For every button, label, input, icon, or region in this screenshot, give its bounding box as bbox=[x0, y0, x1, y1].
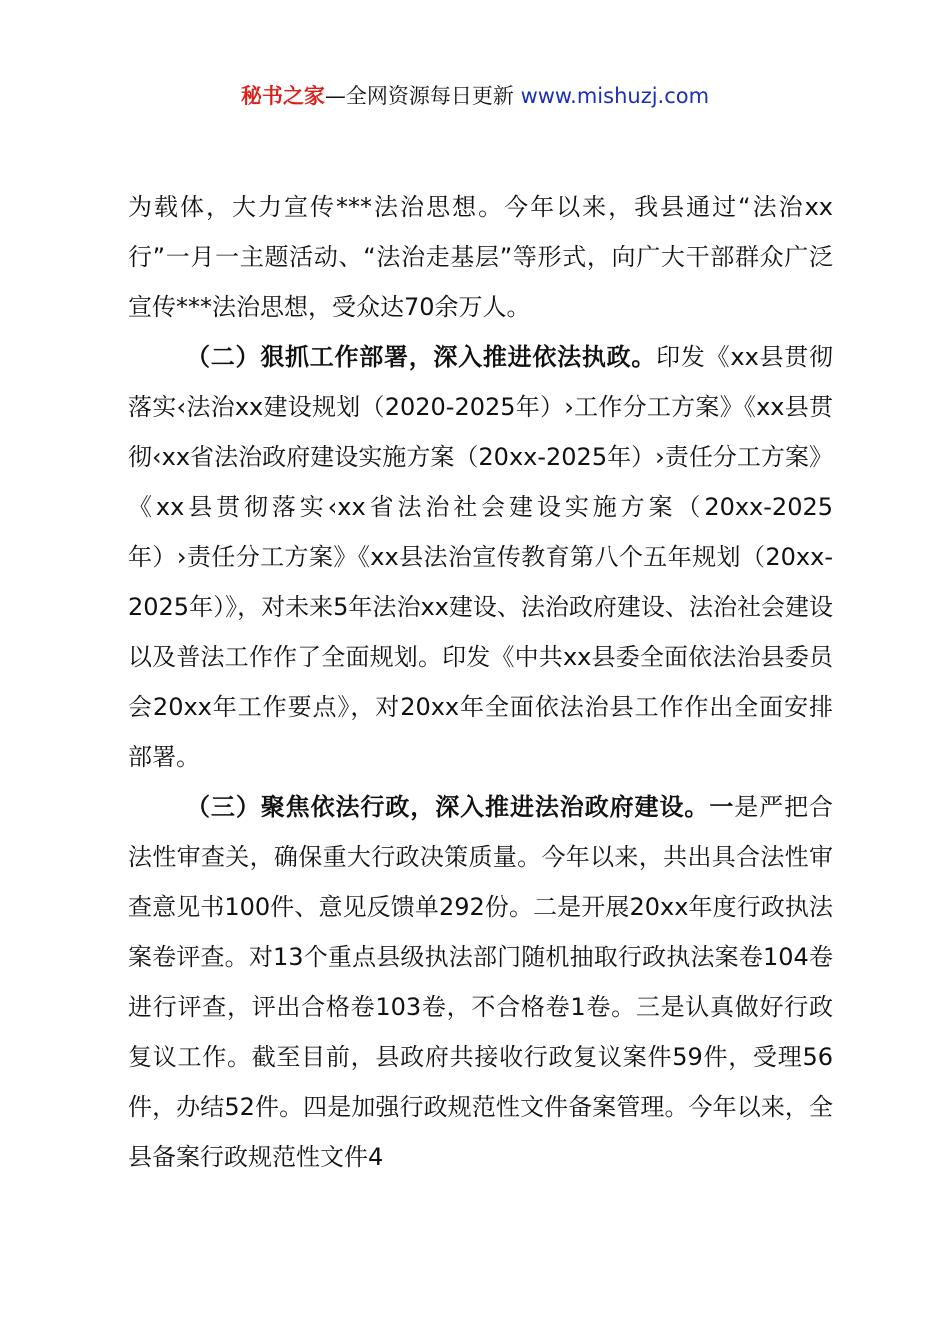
site-brand: 秘书之家 bbox=[240, 84, 325, 108]
paragraph-continued bbox=[128, 182, 833, 332]
paragraph-section-3 bbox=[128, 782, 833, 1182]
site-header bbox=[0, 80, 950, 112]
section-heading: （三）聚焦依法行政，深入推进法治政府建设。一 bbox=[186, 793, 735, 821]
paragraph-text: 是严把合法性审查关，确保重大行政决策质量。今年以来，共出具合法性审查意见书100件、意见反馈单292份。二是开展20xx年度行政执法案卷评查。对13个重点县级执法部门随机抽取行政执法案卷104卷进行评查，评出合格卷103卷，不合格卷1卷。三是认真做好行政复议工作。截至目前，县政府共接收行政复议案件59件，受理56件，办结52件。四是加强行政规范性文件备案管理。今年以来，全县备案行政规范性文件4 bbox=[128, 793, 834, 1171]
site-tagline: —全网资源每日更新 bbox=[324, 84, 514, 108]
paragraph-section-2 bbox=[128, 332, 833, 782]
section-heading: （二）狠抓工作部署，深入推进依法执政。 bbox=[186, 343, 657, 371]
paragraph-text: 为载体，大力宣传***法治思想。今年以来，我县通过“法治xx行”一月一主题活动、“法治走基层”等形式，向广大干部群众广泛宣传***法治思想，受众达70余万人。 bbox=[128, 193, 833, 321]
document-body bbox=[128, 182, 833, 1182]
paragraph-text: 印发《xx县贯彻落实‹法治xx建设规划（2020-2025年）›工作分工方案》《xx县贯彻‹xx省法治政府建设实施方案（20xx-2025年）›责任分工方案》《xx县贯彻落实‹xx省法治社会建设实施方案（20xx-2025年）›责任分工方案》《xx县法治宣传教育第八个五年规划（20xx-2025年）》，对未来5年法治xx建设、法治政府建设、法治社会建设以及普法工作作了全面规划。印发《中共xx县委全面依法治县委员会20xx年工作要点》，对20xx年全面依法治县工作作出全面安排部署。 bbox=[128, 343, 834, 771]
site-url-link[interactable]: www.mishuzj.com bbox=[520, 84, 710, 108]
